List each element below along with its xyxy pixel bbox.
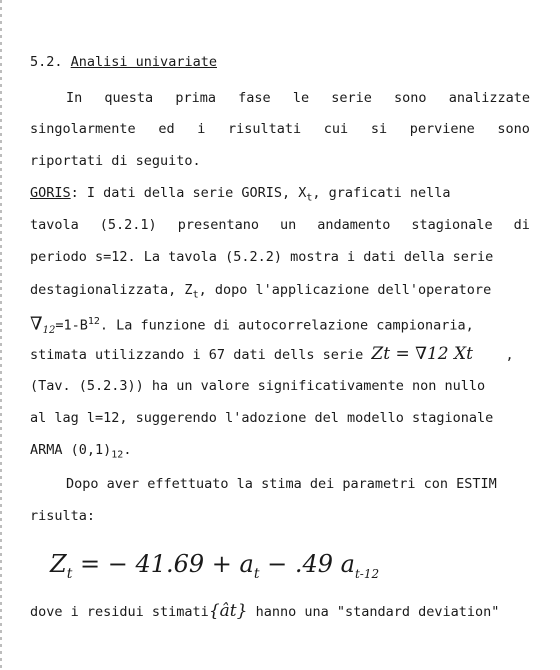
text: . [123,442,132,458]
last-line [30,602,530,621]
text: , [505,347,514,363]
goris-line-3: periodo s=12. La tavola (5.2.2) mostra i dati della serie [30,249,494,265]
nabla-symbol: ∇ [30,313,43,335]
word: sono [497,121,530,137]
word: i [197,121,206,137]
text: , graficati nella [312,185,451,201]
word: risultati [228,121,302,137]
word: un [279,217,297,233]
goris-line-4 [30,281,530,305]
goris-line-1 [30,184,530,208]
text: hanno una "standard deviation" [255,604,500,620]
word: questa [104,90,154,106]
word: cui [323,121,349,137]
section-heading [30,53,530,71]
handwritten-residual: {ât} [208,601,248,621]
goris-line-5 [30,313,530,340]
subscript: 12 [111,449,124,461]
goris-line-6 [30,345,530,364]
paragraph-1-line-2 [30,120,530,138]
eq-subscript: t [66,565,73,582]
goris-line-9 [30,441,530,465]
word: sono [394,90,427,106]
paragraph-1-line-1 [66,89,530,107]
word: di [513,217,530,233]
word: si [370,121,388,137]
text: =1-B [55,317,88,334]
text: , dopo l'applicazione dell'operatore [198,282,492,298]
handwritten-equation [50,549,550,589]
paragraph-2-line-1: Dopo aver effettuato la stima dei parametri con ESTIM [66,476,497,492]
eq-subscript: t-12 [354,566,380,581]
text: destagionalizzata, Z [30,282,193,298]
word: perviene [409,121,475,137]
handwritten-formula: Zt = ∇12 Xt [371,344,473,364]
text: dove i residui stimati [30,604,209,620]
word: prima [175,90,216,106]
word: ed [158,121,175,137]
text: ARMA (0,1) [30,442,112,458]
word: le [292,90,310,106]
text: : I dati della serie GORIS, X [70,185,307,201]
goris-line-8: al lag l=12, suggerendo l'adozione del modello stagionale [30,410,494,426]
superscript: 12 [87,316,100,327]
text: . La funzione di autocorrelazione campionaria, [99,317,474,334]
word: (5.2.1) [99,217,157,233]
nabla-subscript: 12 [42,325,56,337]
text: stimata utilizzando i 67 dati dells serie [30,347,364,363]
eq-subscript: t [253,565,260,582]
word: In [66,90,83,106]
word: presentano [177,217,259,233]
word: stagionale [411,217,493,233]
section-number: 5.2. [30,54,63,70]
paragraph-2-line-2: risulta: [30,508,96,524]
eq-text: = − 41.69 + a [79,550,254,578]
goris-label: GORIS [30,185,71,201]
goris-line-2 [30,216,530,234]
word: serie [331,90,372,106]
word: fase [238,90,271,106]
word: analizzate [448,90,530,106]
word: andamento [317,217,391,233]
paragraph-1-line-3: riportati di seguito. [30,153,201,169]
eq-z: Z [50,550,67,578]
word: singolarmente [30,121,136,137]
eq-text: − .49 a [267,550,355,578]
scan-edge [0,0,2,670]
subscript: t [306,192,313,204]
subscript: t [192,289,199,301]
word: tavola [30,217,79,233]
goris-line-7: (Tav. (5.2.3)) ha un valore significativamente non nullo [30,378,486,394]
section-title: Analisi univariate [70,54,217,70]
